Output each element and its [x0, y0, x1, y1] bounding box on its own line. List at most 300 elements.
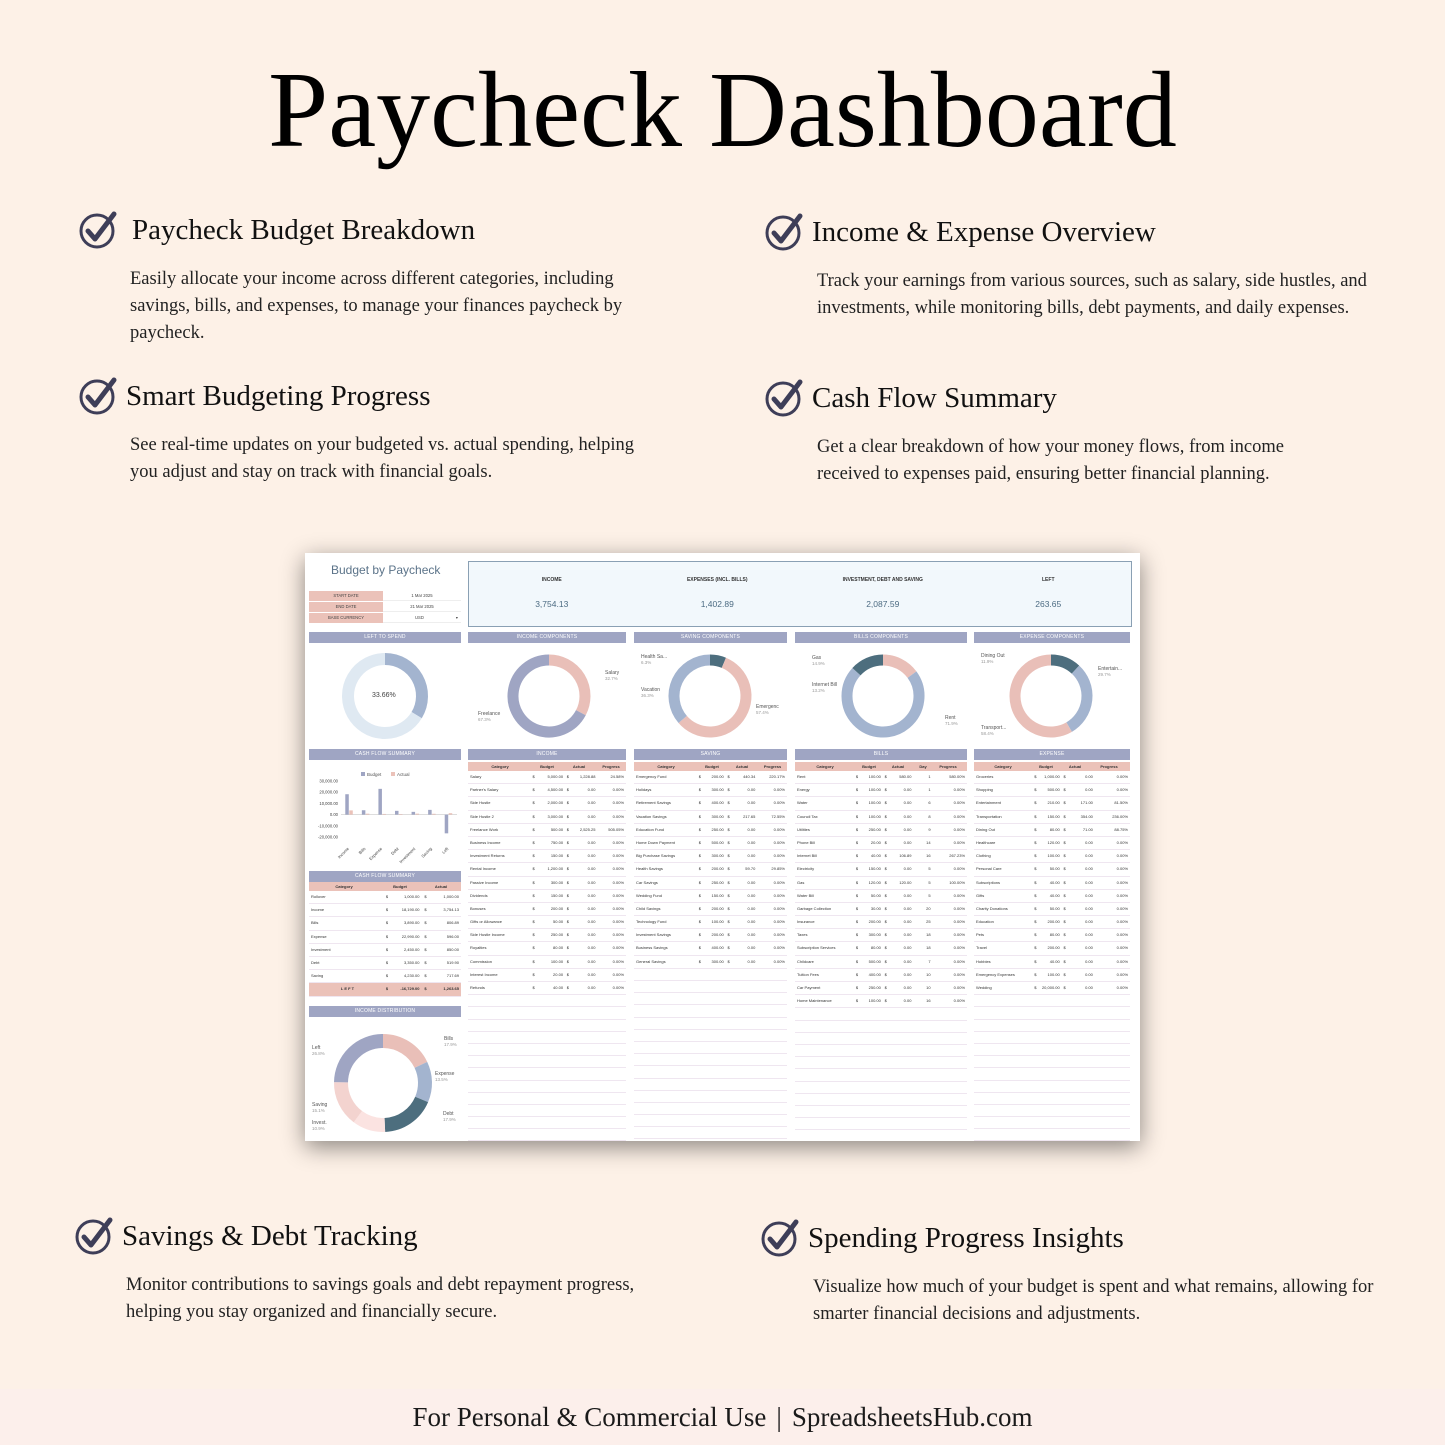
value-cell: 120.00	[899, 879, 912, 885]
value-cell: 0.00	[587, 932, 596, 938]
value-cell: 0.00%	[612, 839, 625, 845]
table-row[interactable]	[795, 890, 967, 903]
value-cell: 505.05%	[608, 826, 625, 832]
value-cell: 2,525.25	[579, 826, 596, 832]
donut-label-pct: 32.7%	[605, 676, 618, 681]
value-cell: 200.00	[868, 919, 881, 925]
legend-swatch	[361, 772, 365, 776]
saving-components-donut	[674, 660, 746, 732]
category-cell: Hobbies	[976, 958, 991, 964]
table-row[interactable]	[634, 956, 787, 969]
value-cell: $	[1034, 958, 1037, 964]
empty-row[interactable]	[974, 1032, 1130, 1044]
table-row[interactable]	[468, 863, 626, 876]
donut-label	[478, 711, 500, 722]
category-cell: Rental Income	[470, 866, 496, 872]
column-header: Category	[816, 764, 834, 769]
table-row[interactable]	[974, 890, 1130, 903]
table-row[interactable]	[974, 824, 1130, 837]
table-row[interactable]	[468, 916, 626, 929]
value-cell: $	[1034, 813, 1037, 819]
value-cell: 0.00%	[612, 932, 625, 938]
value-cell: 0.00%	[612, 958, 625, 964]
value-cell: 150.00	[550, 853, 564, 859]
value-cell: 0.00	[747, 892, 756, 898]
value-cell: 5	[928, 866, 931, 872]
table-row[interactable]	[309, 931, 461, 944]
donut-label-pct: 13.5%	[435, 1077, 448, 1082]
meta-label: START DATE	[309, 591, 383, 601]
table-row[interactable]	[468, 797, 626, 810]
income-table	[468, 762, 626, 1141]
value-cell: 0.00%	[1116, 853, 1128, 859]
table-row[interactable]	[309, 917, 461, 930]
page-title: Paycheck Dashboard	[268, 51, 1177, 170]
value-cell: 267.23%	[949, 853, 966, 859]
table-row[interactable]	[974, 969, 1130, 982]
donut-slice	[341, 1082, 358, 1116]
table-row[interactable]	[468, 850, 626, 863]
y-tick-label: -10,000.00	[317, 823, 338, 829]
feature-desc: Visualize how much of your budget is spent and what remains, allowing for smarter financial decisions and adjustments.	[813, 1277, 1374, 1324]
empty-row[interactable]	[795, 1045, 967, 1057]
value-cell: 200.00	[711, 866, 724, 872]
empty-row[interactable]	[795, 1008, 967, 1020]
value-cell: $	[532, 813, 535, 819]
table-row[interactable]	[309, 944, 461, 957]
table-row[interactable]	[795, 995, 967, 1008]
value-cell: 0.00%	[773, 905, 785, 911]
value-cell: 0.00%	[773, 932, 785, 938]
value-cell: $	[1034, 932, 1037, 938]
value-cell: 0.00%	[1116, 774, 1128, 779]
table-row[interactable]	[974, 942, 1130, 955]
empty-row[interactable]	[468, 1105, 626, 1117]
column-header: Actual	[572, 764, 586, 769]
value-cell: 10	[926, 985, 931, 990]
table-row[interactable]	[468, 982, 626, 995]
value-cell: $	[855, 879, 859, 885]
feature-title: Spending Progress Insights	[808, 1221, 1124, 1254]
table-row[interactable]	[634, 837, 787, 850]
value-cell: 80.00	[870, 945, 881, 951]
column-header: Actual	[1068, 764, 1082, 769]
donut-label-name: Emergenc	[756, 704, 779, 710]
value-cell: $	[1063, 985, 1066, 990]
table-row[interactable]	[468, 784, 626, 797]
table-row[interactable]	[795, 982, 967, 995]
donut-label	[435, 1071, 454, 1082]
donut-slice	[856, 660, 883, 672]
table-row[interactable]	[795, 969, 967, 982]
empty-row[interactable]	[468, 995, 626, 1007]
empty-row[interactable]	[634, 1005, 787, 1017]
value-cell: $	[855, 813, 859, 819]
empty-row[interactable]	[468, 1117, 626, 1129]
empty-row[interactable]	[468, 1007, 626, 1019]
table-row[interactable]	[634, 824, 787, 837]
value-cell: $	[424, 920, 427, 926]
table-row[interactable]	[468, 771, 626, 784]
empty-row[interactable]	[468, 1081, 626, 1093]
value-cell: $	[727, 905, 730, 911]
value-cell: 0.00%	[953, 905, 966, 911]
value-cell: 3,754.13	[443, 907, 459, 913]
kpi-value: 2,087.59	[866, 599, 900, 609]
donut-label	[641, 654, 667, 665]
value-cell: 0.00%	[612, 866, 625, 872]
empty-row[interactable]	[974, 1117, 1130, 1129]
category-cell: Shopping	[976, 787, 993, 793]
value-cell: 16	[926, 998, 931, 1004]
empty-row[interactable]	[974, 1044, 1130, 1056]
x-tick-label: Left	[440, 846, 450, 855]
table-row[interactable]	[634, 877, 787, 890]
table-row[interactable]	[634, 850, 787, 863]
table-row[interactable]	[634, 771, 787, 784]
value-cell: 29.85%	[771, 866, 785, 872]
value-cell: $	[884, 932, 887, 938]
table-row[interactable]	[795, 837, 967, 850]
value-cell: 150.00	[1047, 813, 1060, 819]
table-row[interactable]	[795, 916, 967, 929]
value-cell: $	[884, 853, 887, 859]
donut-slice	[549, 660, 585, 713]
value-cell: 0.00%	[773, 958, 785, 964]
table-row[interactable]	[634, 903, 787, 916]
bar-actual	[349, 810, 353, 814]
value-cell: 0.00	[1085, 839, 1093, 845]
donut-label	[605, 670, 619, 681]
empty-row[interactable]	[634, 1139, 787, 1141]
category-cell: Health Savings	[636, 866, 663, 872]
kpi-value: 1,402.89	[700, 599, 734, 609]
table-row[interactable]	[974, 903, 1130, 916]
table-row[interactable]	[974, 863, 1130, 876]
table-row[interactable]	[468, 969, 626, 982]
table-row[interactable]	[795, 811, 967, 824]
empty-row[interactable]	[468, 1020, 626, 1032]
table-row[interactable]	[795, 771, 967, 784]
value-cell: 0.00%	[953, 866, 966, 872]
table-row[interactable]	[795, 863, 967, 876]
footer-site-link[interactable]: SpreadsheetsHub.com	[791, 1402, 1033, 1432]
value-cell: 0.00	[903, 813, 912, 819]
table-row[interactable]	[468, 811, 626, 824]
empty-row[interactable]	[974, 1068, 1130, 1080]
value-cell: 0.00	[587, 892, 596, 898]
value-cell: 0.00%	[953, 813, 966, 819]
empty-row[interactable]	[795, 1094, 967, 1106]
value-cell: 0.00%	[612, 919, 625, 925]
empty-row[interactable]	[634, 1091, 787, 1103]
empty-row[interactable]	[634, 993, 787, 1005]
expense-table	[974, 762, 1130, 1141]
value-cell: $	[1063, 866, 1066, 872]
table-row[interactable]	[974, 784, 1130, 797]
value-cell: $	[424, 907, 427, 913]
table-row[interactable]	[634, 784, 787, 797]
empty-row[interactable]	[634, 1066, 787, 1078]
empty-row[interactable]	[795, 1082, 967, 1094]
table-row[interactable]	[634, 863, 787, 876]
value-cell: 1,200.00	[547, 866, 564, 872]
empty-row[interactable]	[795, 1057, 967, 1069]
empty-row[interactable]	[634, 1018, 787, 1030]
value-cell: 4,230.00	[403, 973, 420, 979]
empty-row[interactable]	[634, 1030, 787, 1042]
table-row[interactable]	[309, 904, 461, 917]
donut-label-pct: 10.9%	[312, 1126, 325, 1131]
table-row[interactable]	[974, 982, 1130, 995]
table-row[interactable]	[468, 956, 626, 969]
table-row[interactable]	[974, 956, 1130, 969]
value-cell: $	[1034, 892, 1037, 898]
value-cell: 0.00%	[773, 945, 785, 951]
table-row[interactable]	[795, 797, 967, 810]
value-cell: 300.00	[711, 853, 724, 859]
table-row[interactable]	[468, 890, 626, 903]
value-cell: 3,350.00	[403, 959, 420, 965]
empty-row[interactable]	[634, 969, 787, 981]
value-cell: 0.00	[903, 958, 912, 964]
value-cell: 88.75%	[1114, 826, 1128, 832]
value-cell: $	[532, 787, 535, 793]
category-cell: Big Purchase Savings	[636, 853, 676, 859]
table-row[interactable]	[309, 891, 461, 904]
table-row[interactable]	[468, 903, 626, 916]
category-cell: Pets	[976, 932, 985, 938]
value-cell: $	[532, 971, 535, 977]
table-row[interactable]	[309, 970, 461, 983]
donut-label	[756, 704, 779, 715]
empty-row[interactable]	[795, 1118, 967, 1130]
donut-label-pct: 67.3%	[478, 717, 491, 722]
value-cell: $	[698, 919, 702, 925]
empty-row[interactable]	[468, 1129, 626, 1141]
value-cell: 5,000.00	[547, 774, 564, 779]
value-cell: 80.00	[1049, 932, 1060, 938]
value-cell: 100.00	[868, 998, 881, 1004]
table-row[interactable]	[795, 784, 967, 797]
table-row[interactable]	[974, 837, 1130, 850]
value-cell: 500.00	[550, 826, 564, 832]
table-row[interactable]	[634, 797, 787, 810]
table-row[interactable]	[795, 877, 967, 890]
table-row[interactable]	[634, 890, 787, 903]
table-row[interactable]	[468, 837, 626, 850]
value-cell: 50.00	[553, 919, 564, 925]
empty-row[interactable]	[468, 1068, 626, 1080]
value-cell: 0.00	[587, 945, 596, 951]
table-row[interactable]	[468, 877, 626, 890]
empty-row[interactable]	[795, 1033, 967, 1045]
band-saving-components: SAVING COMPONENTS	[634, 632, 787, 643]
table-header	[468, 762, 626, 771]
column-header: Category	[335, 884, 353, 889]
table-row[interactable]	[634, 916, 787, 929]
empty-row[interactable]	[468, 1056, 626, 1068]
table-row[interactable]	[974, 877, 1130, 890]
category-cell: Taxes	[797, 932, 808, 938]
value-cell: 0.00%	[1116, 945, 1128, 951]
category-cell: Internet Bill	[797, 853, 818, 859]
column-header: Actual	[891, 764, 905, 769]
table-row[interactable]	[634, 942, 787, 955]
table-row[interactable]	[795, 824, 967, 837]
checkmark-icon	[78, 376, 118, 416]
donut-slice	[385, 659, 422, 715]
table-row[interactable]	[795, 903, 967, 916]
donut-label-name: Salary	[605, 670, 620, 676]
empty-row[interactable]	[634, 1042, 787, 1054]
x-tick-label: Income	[336, 846, 350, 860]
empty-row[interactable]	[468, 1044, 626, 1056]
empty-row[interactable]	[634, 981, 787, 993]
empty-row[interactable]	[974, 1007, 1130, 1019]
value-cell: 100.00	[1047, 971, 1060, 977]
value-cell: 1	[928, 787, 931, 793]
table-row[interactable]	[974, 916, 1130, 929]
table-row[interactable]	[309, 957, 461, 970]
feature-budget-breakdown	[78, 210, 638, 347]
empty-row[interactable]	[974, 1056, 1130, 1068]
value-cell: $	[566, 985, 570, 990]
category-cell: Dining Out	[976, 826, 995, 832]
empty-row[interactable]	[634, 1115, 787, 1127]
kpi-label: LEFT	[1042, 577, 1055, 583]
value-cell: 0.00%	[1116, 932, 1128, 938]
band-bills: BILLS	[795, 749, 967, 760]
table-row[interactable]	[634, 811, 787, 824]
value-cell: $	[1063, 945, 1066, 951]
donut-slice	[1051, 660, 1075, 670]
value-cell: $	[566, 879, 570, 885]
empty-row[interactable]	[468, 1032, 626, 1044]
value-cell: 0.00%	[612, 892, 625, 898]
table-row[interactable]	[974, 797, 1130, 810]
table-row[interactable]	[974, 771, 1130, 784]
value-cell: $	[855, 853, 859, 859]
value-cell: 200.00	[550, 905, 564, 911]
empty-row[interactable]	[634, 1079, 787, 1091]
empty-row[interactable]	[974, 1129, 1130, 1141]
donut-label	[981, 725, 1006, 736]
value-cell: $	[566, 866, 570, 872]
value-cell: 2,450.00	[403, 946, 420, 952]
value-cell: 0.00	[587, 985, 596, 990]
table-row[interactable]	[795, 850, 967, 863]
feature-desc: Track your earnings from various sources, such as salary, side hustles, and investments, while monitoring bills, debt payments, and daily expenses.	[817, 271, 1367, 318]
category-cell: Subscriptions	[976, 879, 1001, 885]
empty-row[interactable]	[974, 1020, 1130, 1032]
table-row[interactable]	[634, 929, 787, 942]
value-cell: $	[855, 866, 859, 872]
value-cell: $	[532, 879, 535, 885]
value-cell: $	[884, 971, 887, 977]
table-row[interactable]	[468, 824, 626, 837]
empty-row[interactable]	[795, 1021, 967, 1033]
value-cell: $	[727, 932, 730, 938]
meta-value[interactable]: 1 Mar 2025	[383, 591, 461, 601]
value-cell: $	[727, 774, 730, 779]
value-cell: 0.00	[587, 879, 596, 885]
table-row[interactable]	[795, 942, 967, 955]
band-expense: EXPENSE	[974, 749, 1130, 760]
value-cell: 210.00	[1047, 800, 1060, 806]
table-header	[795, 762, 967, 771]
band-income-distribution: INCOME DISTRIBUTION	[309, 1006, 461, 1017]
empty-row[interactable]	[795, 1106, 967, 1118]
empty-row[interactable]	[634, 1127, 787, 1139]
value-cell: $	[855, 919, 859, 925]
table-row[interactable]	[974, 850, 1130, 863]
value-cell: 100.00%	[949, 879, 966, 885]
category-cell: Subscription Services	[797, 945, 836, 951]
value-cell: 0.00	[903, 787, 912, 793]
meta-value[interactable]: 21 Mar 2025	[383, 602, 461, 612]
x-tick-label: Expense	[368, 846, 384, 862]
value-cell: 519.90	[446, 959, 459, 965]
empty-row[interactable]	[634, 1054, 787, 1066]
table-row[interactable]	[795, 929, 967, 942]
donut-label-name: Expense	[435, 1071, 455, 1077]
value-cell: 0.00	[903, 998, 912, 1004]
empty-row[interactable]	[974, 1105, 1130, 1117]
empty-row[interactable]	[795, 1069, 967, 1081]
value-cell: $	[532, 932, 535, 938]
value-cell: 0.00	[587, 905, 596, 911]
value-cell: $	[727, 919, 730, 925]
table-row[interactable]	[468, 942, 626, 955]
empty-row[interactable]	[974, 1093, 1130, 1105]
donut-slice	[847, 672, 919, 732]
value-cell: $	[727, 787, 730, 793]
category-cell: L E F T	[340, 986, 355, 992]
value-cell: 0.00	[1085, 958, 1093, 964]
empty-row[interactable]	[974, 1081, 1130, 1093]
value-cell: 18	[926, 945, 931, 951]
bar-budget	[445, 815, 449, 834]
table-row[interactable]	[795, 956, 967, 969]
value-cell: 0.00	[1085, 892, 1093, 898]
value-cell: $	[566, 826, 570, 832]
category-cell: Wedding	[976, 985, 992, 990]
value-cell: $	[385, 933, 389, 939]
empty-row[interactable]	[795, 1130, 967, 1141]
value-cell: $	[424, 946, 427, 952]
value-cell: $	[566, 919, 570, 925]
value-cell: $	[532, 826, 535, 832]
donut-label	[812, 655, 825, 666]
value-cell: 400.00	[711, 800, 724, 806]
table-row[interactable]	[974, 811, 1130, 824]
value-cell: $	[1034, 866, 1037, 872]
empty-row[interactable]	[634, 1103, 787, 1115]
value-cell: 400.00	[711, 945, 724, 951]
value-cell: 100.00	[868, 800, 881, 806]
value-cell: 500.00	[711, 839, 724, 845]
empty-row[interactable]	[468, 1093, 626, 1105]
value-cell: 3,000.00	[547, 813, 564, 819]
value-cell: $	[532, 892, 535, 898]
value-cell: $	[727, 945, 730, 951]
table-row[interactable]	[974, 929, 1130, 942]
value-cell: 500.00	[1047, 787, 1060, 793]
empty-row[interactable]	[974, 995, 1130, 1007]
value-cell: $	[884, 919, 887, 925]
table-row[interactable]	[468, 929, 626, 942]
